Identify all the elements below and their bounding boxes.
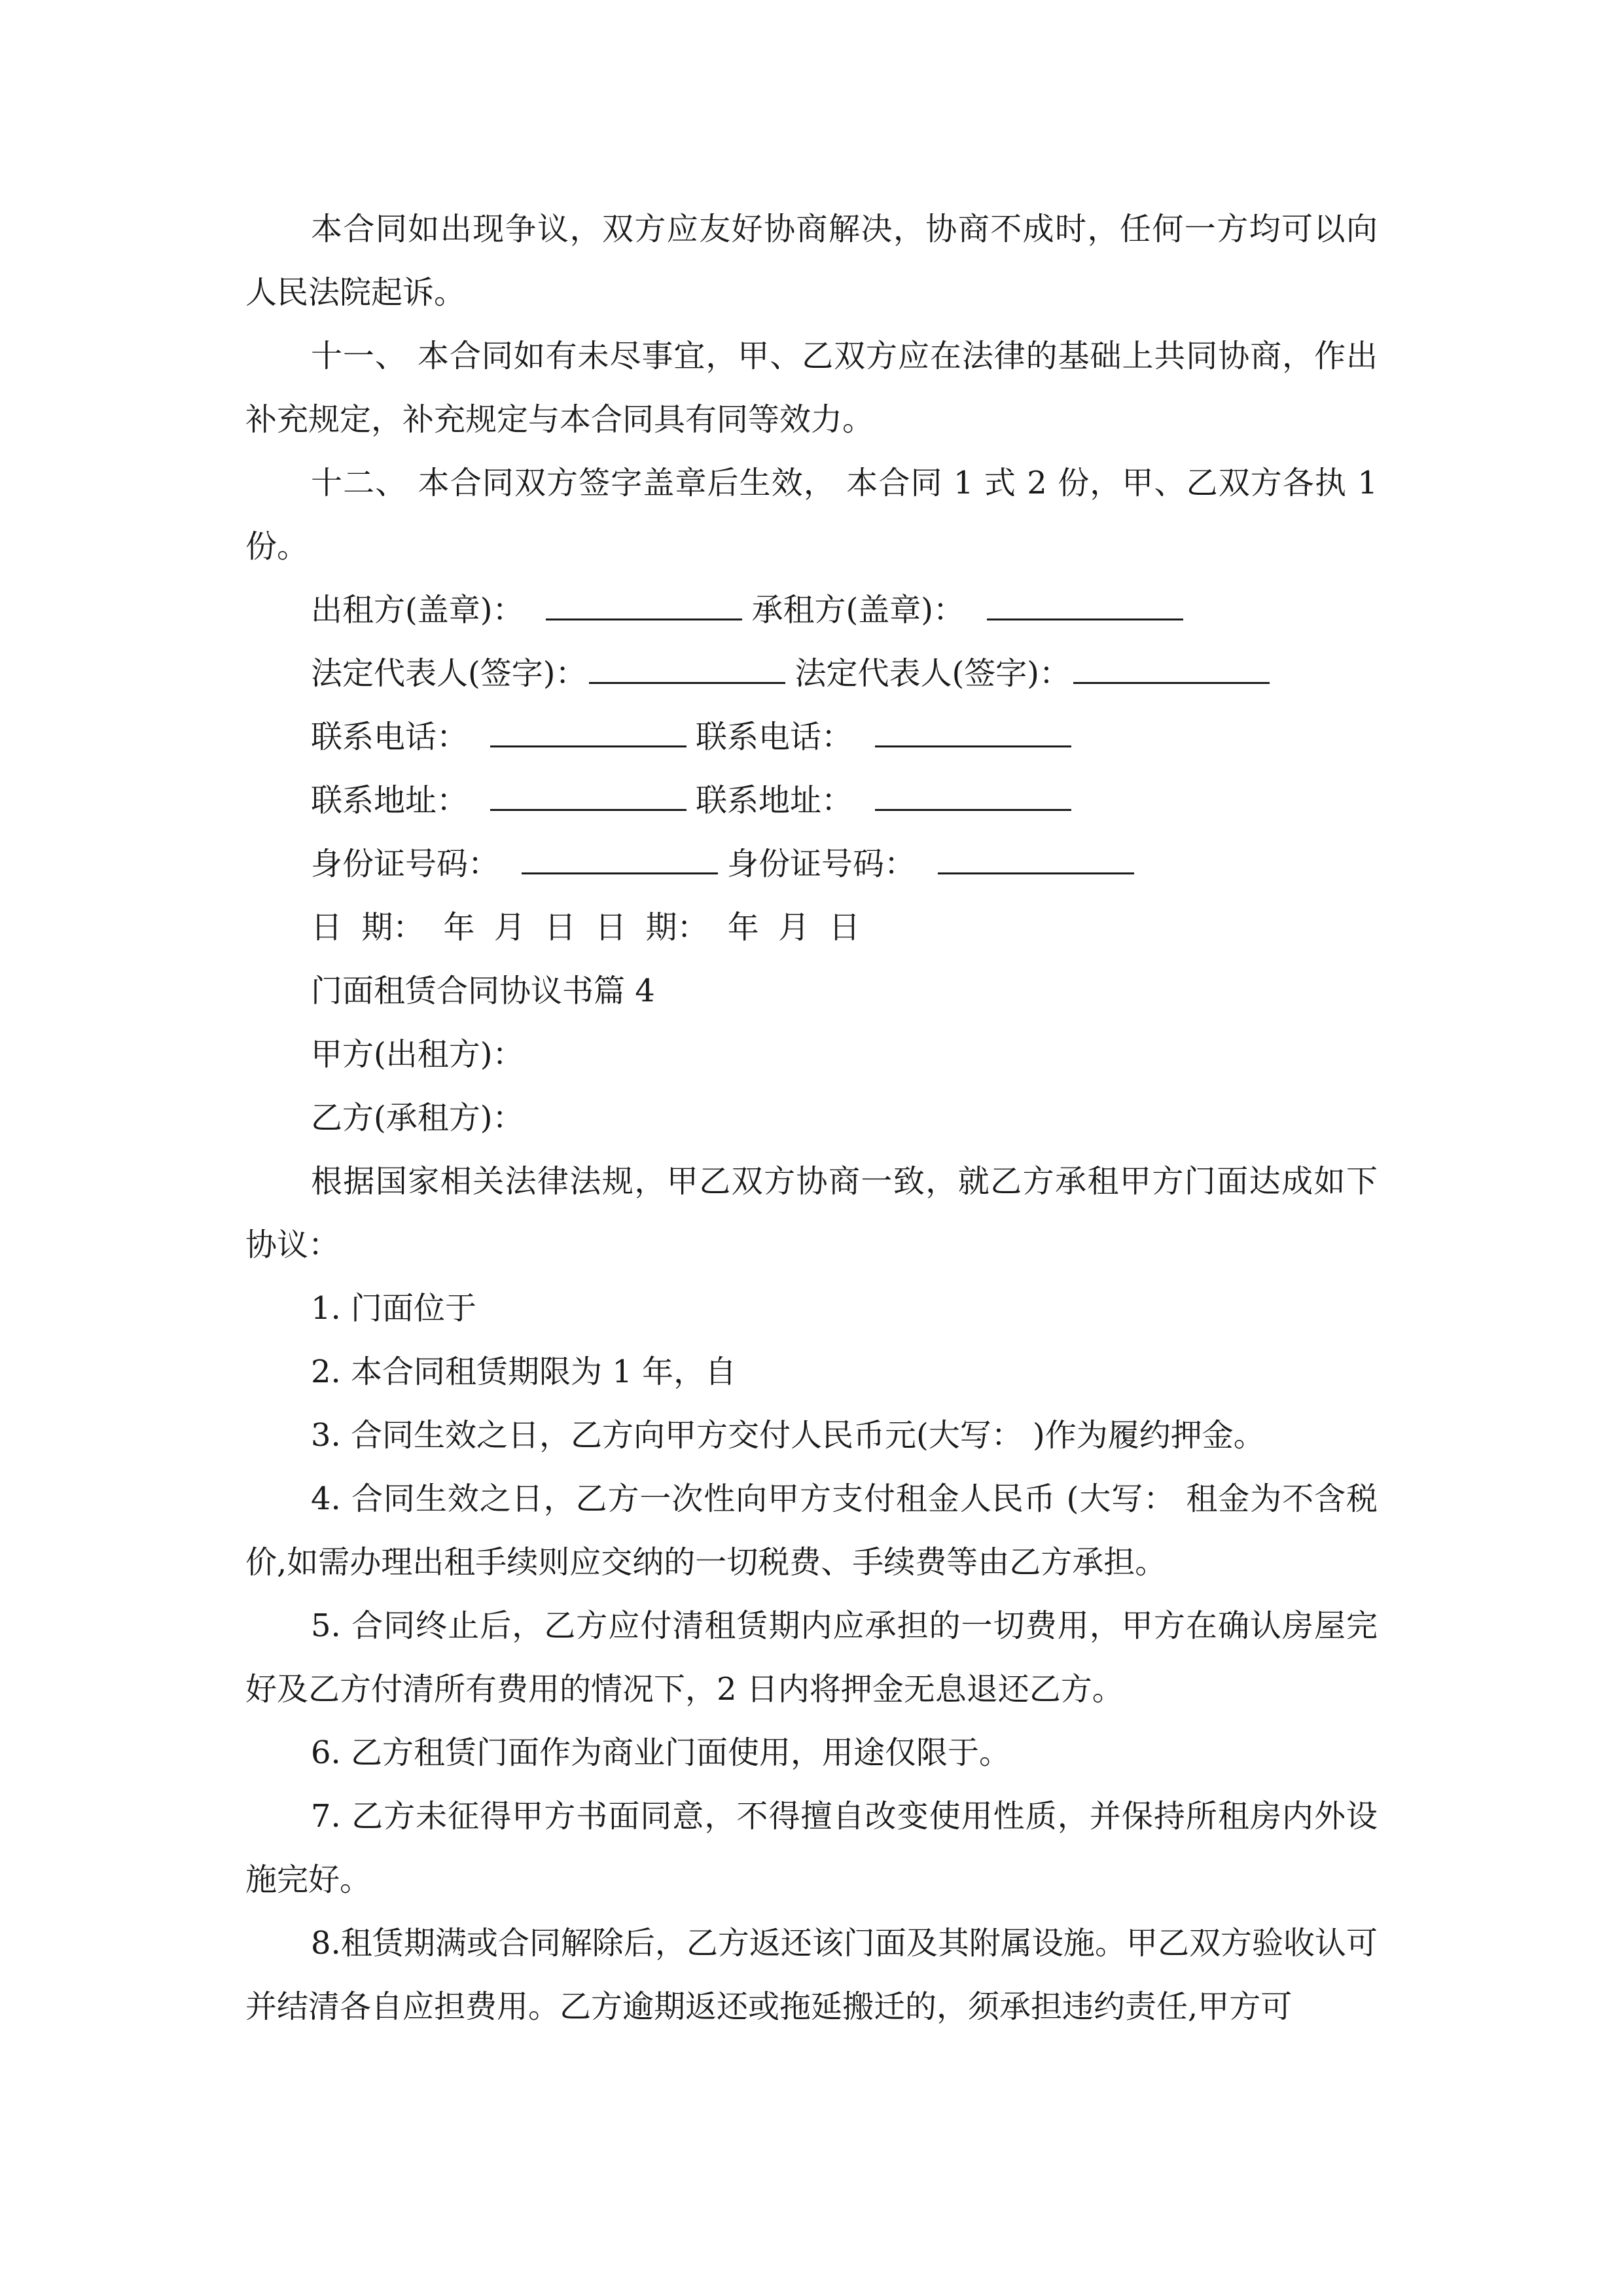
item-6: 6. 乙方租赁门面作为商业门面使用，用途仅限于。 bbox=[311, 1734, 1011, 1771]
phone-right-label: 联系电话： bbox=[696, 719, 853, 755]
lessor-seal-blank bbox=[546, 619, 742, 620]
item-7: 7. 乙方未征得甲方书面同意，不得擅自改变使用性质，并保持所租房内外设施完好。 bbox=[245, 1798, 1378, 1898]
rep-right-blank bbox=[1073, 682, 1270, 684]
phone-right-blank bbox=[875, 745, 1071, 747]
lessor-seal-label: 出租方(盖章)： bbox=[311, 592, 524, 628]
rep-right-label: 法定代表人(签字)： bbox=[794, 655, 1071, 692]
address-line bbox=[311, 769, 1080, 833]
item-3: 3. 合同生效之日，乙方向甲方交付人民币元(大写： )作为履约押金。 bbox=[311, 1417, 1265, 1454]
id-right-label: 身份证号码： bbox=[727, 846, 916, 882]
id-left-label: 身份证号码： bbox=[311, 846, 500, 882]
phone-left-blank bbox=[490, 745, 687, 747]
date-line: 日 期： 年 月 日 日 期： 年 月 日 bbox=[311, 909, 861, 946]
item-1: 1. 门面位于 bbox=[311, 1290, 477, 1327]
rep-left-blank bbox=[589, 682, 785, 684]
party-b-line: 乙方(承租方)： bbox=[311, 1100, 524, 1136]
section-title: 门面租赁合同协议书篇 4 bbox=[311, 973, 655, 1009]
id-left-blank bbox=[522, 872, 718, 874]
clause-eleven: 十一、 本合同如有未尽事宜，甲、乙双方应在法律的基础上共同协商，作出补充规定，补充规定与本合同具有同等效力。 bbox=[245, 338, 1378, 438]
phone-left-label: 联系电话： bbox=[311, 719, 469, 755]
item-4: 4. 合同生效之日，乙方一次性向甲方支付租金人民币 (大写： 租金为不含税价,如需办理出租手续则应交纳的一切税费、手续费等由乙方承担。 bbox=[245, 1480, 1378, 1581]
clause-twelve: 十二、 本合同双方签字盖章后生效， 本合同 1 式 2 份，甲、乙双方各执 1 份。 bbox=[245, 465, 1378, 565]
party-a-line: 甲方(出租方)： bbox=[311, 1036, 524, 1073]
id-line bbox=[311, 833, 1143, 896]
seal-line bbox=[311, 579, 1192, 642]
rep-left-label: 法定代表人(签字)： bbox=[311, 655, 587, 692]
id-right-blank bbox=[938, 872, 1134, 874]
item-2: 2. 本合同租赁期限为 1 年，自 bbox=[311, 1354, 737, 1390]
addr-left-blank bbox=[490, 809, 687, 811]
lessee-seal-blank bbox=[987, 619, 1183, 620]
representative-line bbox=[311, 642, 1279, 706]
item-5: 5. 合同终止后，乙方应付清租赁期内应承担的一切费用，甲方在确认房屋完好及乙方付清所有费用的情况下，2 日内将押金无息退还乙方。 bbox=[245, 1607, 1378, 1708]
dispute-paragraph: 本合同如出现争议，双方应友好协商解决，协商不成时，任何一方均可以向人民法院起诉。 bbox=[245, 211, 1378, 311]
phone-line bbox=[311, 706, 1080, 769]
item-8: 8.租赁期满或合同解除后，乙方返还该门面及其附属设施。甲乙双方验收认可并结清各自应担费用。乙方逾期返还或拖延搬迁的，须承担违约责任,甲方可 bbox=[245, 1925, 1378, 2025]
addr-left-label: 联系地址： bbox=[311, 782, 469, 819]
addr-right-label: 联系地址： bbox=[696, 782, 853, 819]
lessee-seal-label: 承租方(盖章)： bbox=[751, 592, 965, 628]
intro-paragraph: 根据国家相关法律法规，甲乙双方协商一致，就乙方承租甲方门面达成如下协议： bbox=[245, 1163, 1378, 1263]
addr-right-blank bbox=[875, 809, 1071, 811]
